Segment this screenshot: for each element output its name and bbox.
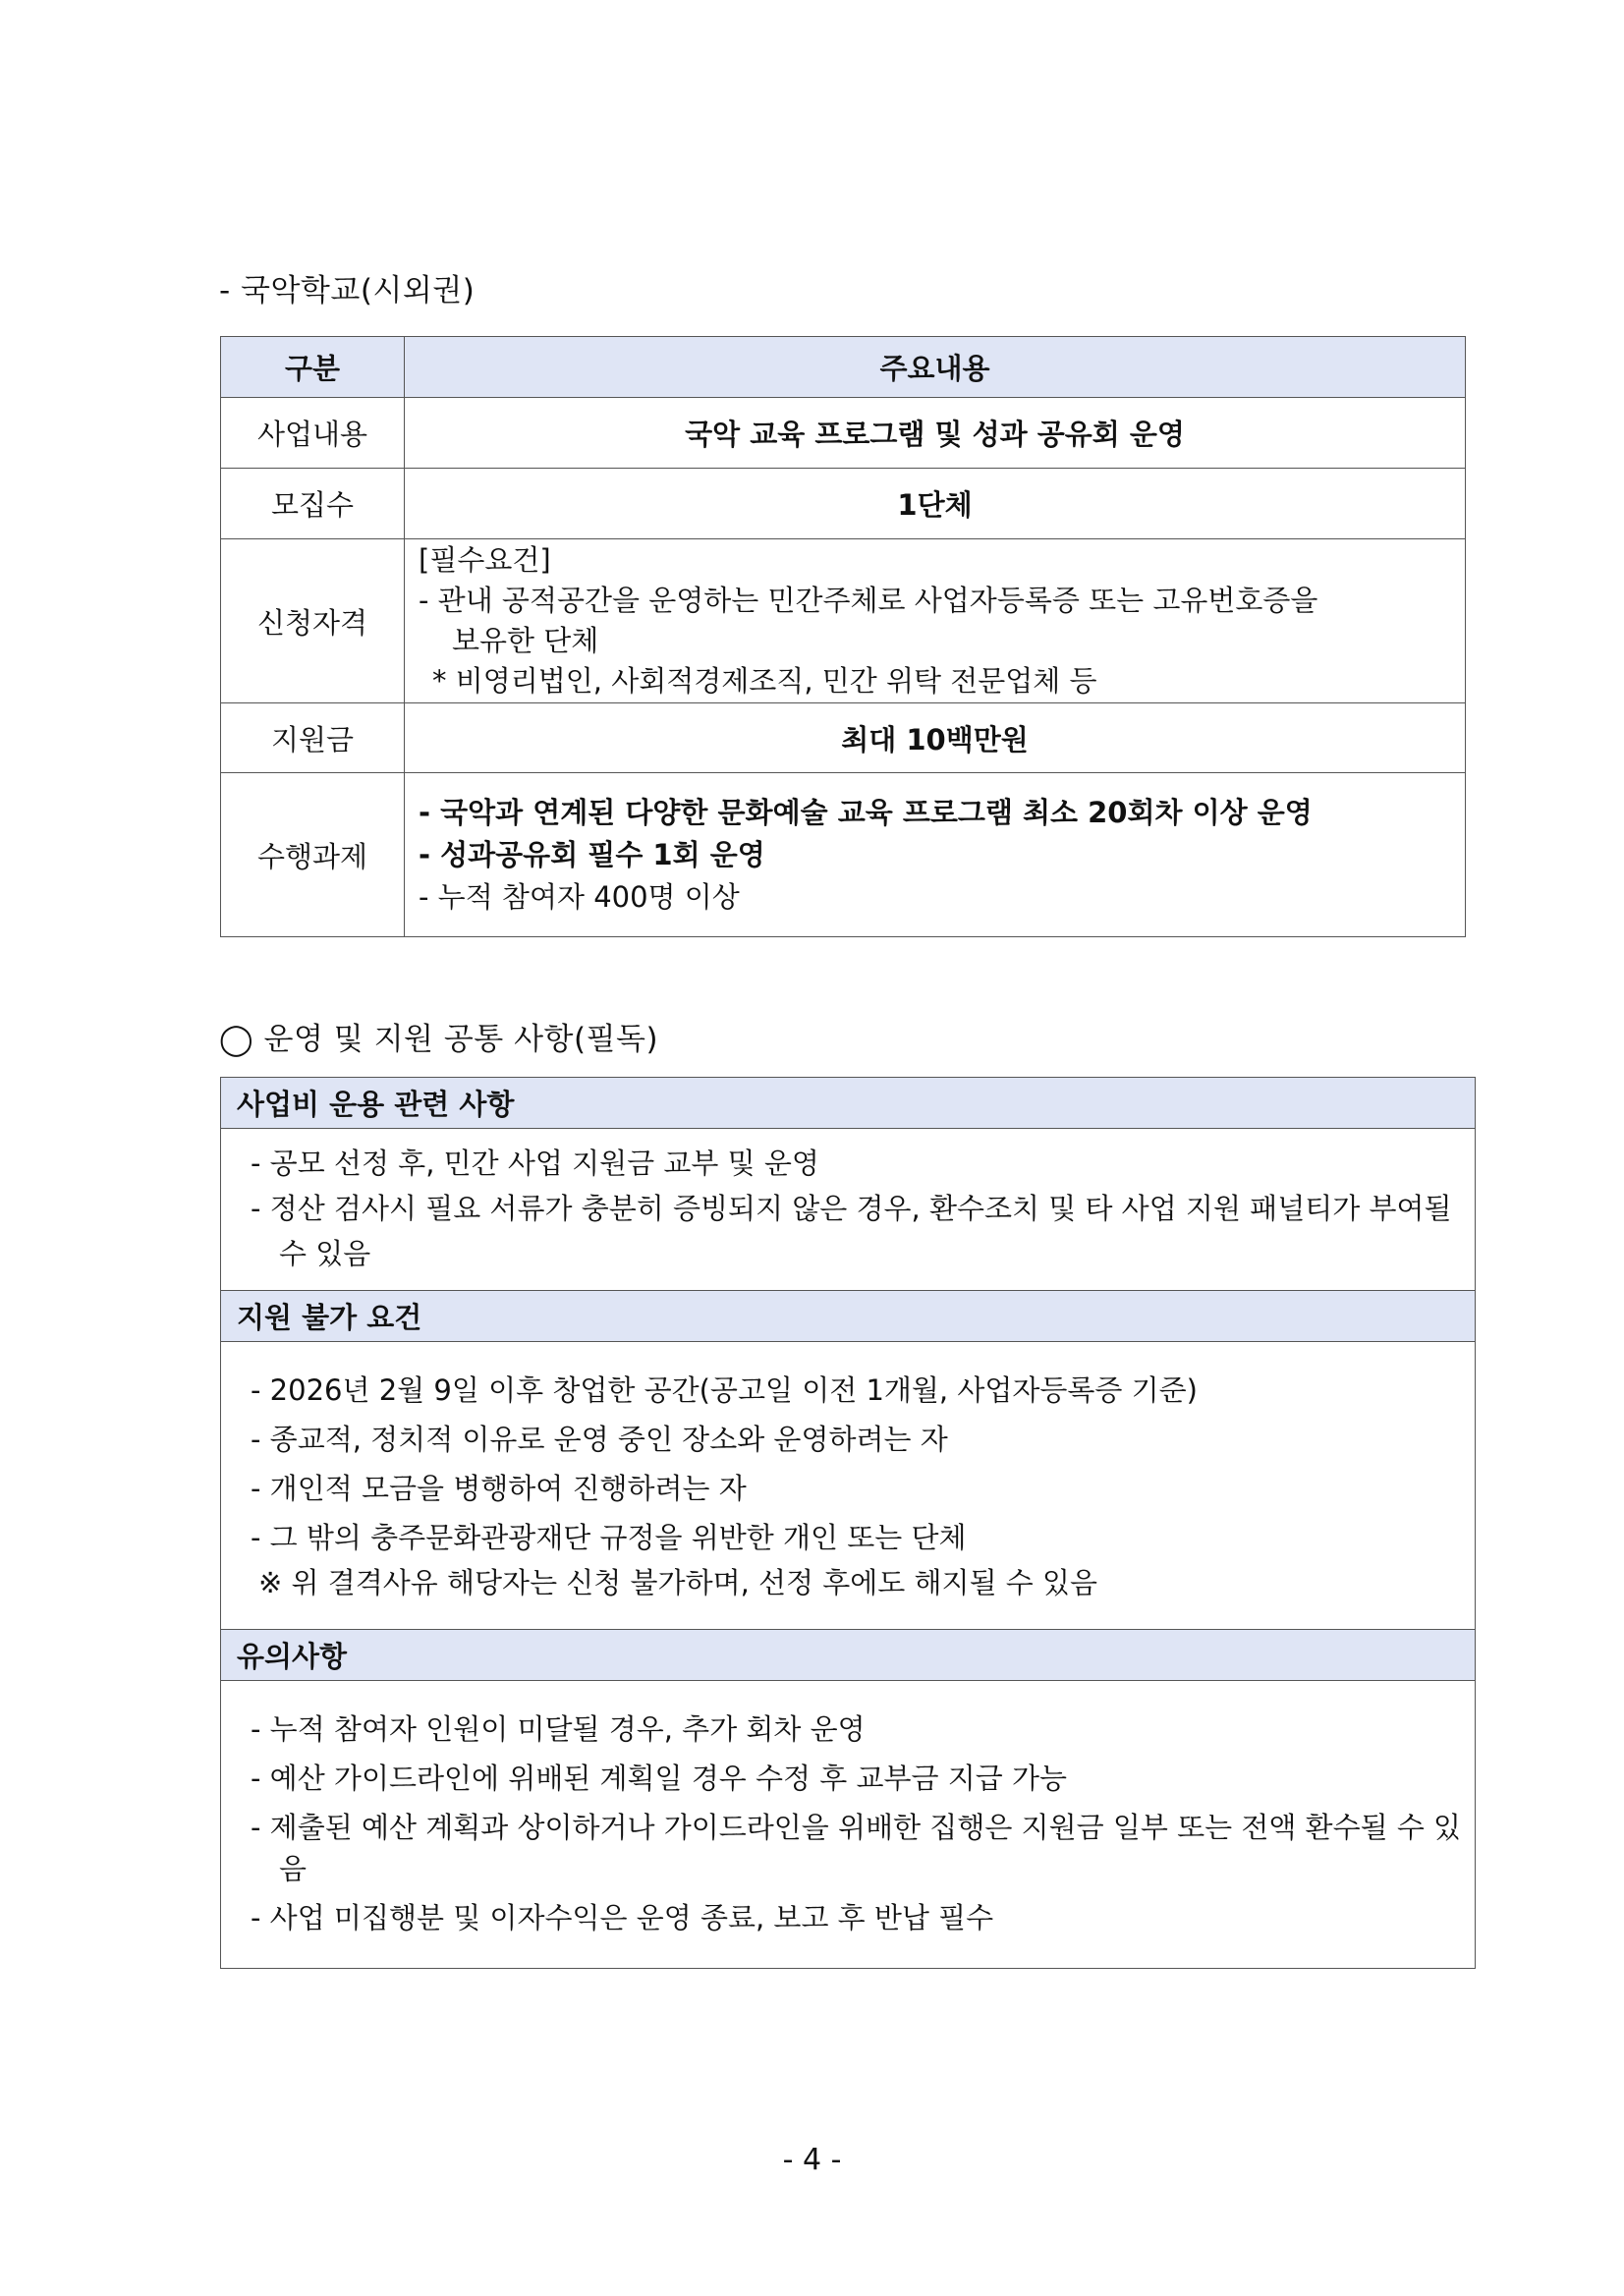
- task-line: - 성과공유회 필수 1회 운영: [419, 837, 765, 871]
- value-eligibility: [405, 539, 1466, 703]
- header-budget: 사업비 운용 관련 사항: [221, 1078, 1476, 1129]
- ineligible-body: [221, 1342, 1476, 1630]
- table-row: [221, 469, 1466, 539]
- header-cautions: 유의사항: [221, 1630, 1476, 1681]
- page-number: - 4 -: [782, 2143, 842, 2177]
- list-item: - 예산 가이드라인에 위배된 계획일 경우 수정 후 교부금 지급 가능: [251, 1762, 1068, 1795]
- value-grant: 최대 10백만원: [405, 703, 1466, 773]
- label-recruit: 모집수: [221, 469, 405, 539]
- ineligible-note: ※ 위 결격사유 해당자는 신청 불가하며, 선정 후에도 해지될 수 있음: [258, 1566, 1098, 1599]
- list-item: - 2026년 2월 9일 이후 창업한 공간(공고일 이전 1개월, 사업자등록증 기준): [251, 1373, 1198, 1407]
- eligibility-line: [필수요건]: [419, 543, 551, 577]
- eligibility-line: - 관내 공적공간을 운영하는 민간주체로 사업자등록증 또는 고유번호증을: [419, 584, 1318, 617]
- label-business: 사업내용: [221, 398, 405, 469]
- table-row: [221, 773, 1466, 937]
- task-line: - 누적 참여자 400명 이상: [419, 879, 740, 914]
- list-item: - 그 밖의 충주문화관광재단 규정을 위반한 개인 또는 단체: [251, 1521, 967, 1554]
- list-item: - 누적 참여자 인원이 미달될 경우, 추가 회차 운영: [251, 1712, 866, 1746]
- list-item: - 제출된 예산 계획과 상이하거나 가이드라인을 위배한 집행은 지원금 일부 또는 전액 환수될 수 있음: [251, 1811, 1462, 1885]
- header-ineligible: 지원 불가 요건: [221, 1291, 1476, 1342]
- program-table: [220, 336, 1466, 937]
- table-header-row: [221, 337, 1466, 398]
- eligibility-line: 보유한 단체: [452, 624, 599, 657]
- section-title-common: ◯ 운영 및 지원 공통 사항(필독): [219, 1022, 659, 1057]
- cautions-body: [221, 1681, 1476, 1969]
- task-line: - 국악과 연계된 다양한 문화예술 교육 프로그램 최소 20회차 이상 운영: [419, 795, 1313, 829]
- value-tasks: [405, 773, 1466, 937]
- label-eligibility: 신청자격: [221, 539, 405, 703]
- list-item: - 종교적, 정치적 이유로 운영 중인 장소와 운영하려는 자: [251, 1423, 948, 1456]
- label-tasks: 수행과제: [221, 773, 405, 937]
- header-category: 구분: [221, 337, 405, 398]
- list-item: - 개인적 모금을 병행하여 진행하려는 자: [251, 1472, 747, 1505]
- eligibility-note: * 비영리법인, 사회적경제조직, 민간 위탁 전문업체 등: [432, 664, 1097, 698]
- value-business: 국악 교육 프로그램 및 성과 공유회 운영: [405, 398, 1466, 469]
- common-matters-table: [220, 1077, 1476, 1969]
- list-item: - 사업 미집행분 및 이자수익은 운영 종료, 보고 후 반납 필수: [251, 1901, 994, 1934]
- header-main-content: 주요내용: [405, 337, 1466, 398]
- list-item: - 정산 검사시 필요 서류가 충분히 증빙되지 않은 경우, 환수조치 및 타 사업 지원 패널티가 부여될 수 있음: [251, 1192, 1452, 1270]
- budget-body: [221, 1129, 1476, 1291]
- value-recruit: 1단체: [405, 469, 1466, 539]
- table-row: [221, 703, 1466, 773]
- label-grant: 지원금: [221, 703, 405, 773]
- table-row: [221, 539, 1466, 703]
- section-title-gugak-school: - 국악학교(시외권): [219, 273, 476, 308]
- table-row: [221, 398, 1466, 469]
- list-item: - 공모 선정 후, 민간 사업 지원금 교부 및 운영: [251, 1147, 819, 1180]
